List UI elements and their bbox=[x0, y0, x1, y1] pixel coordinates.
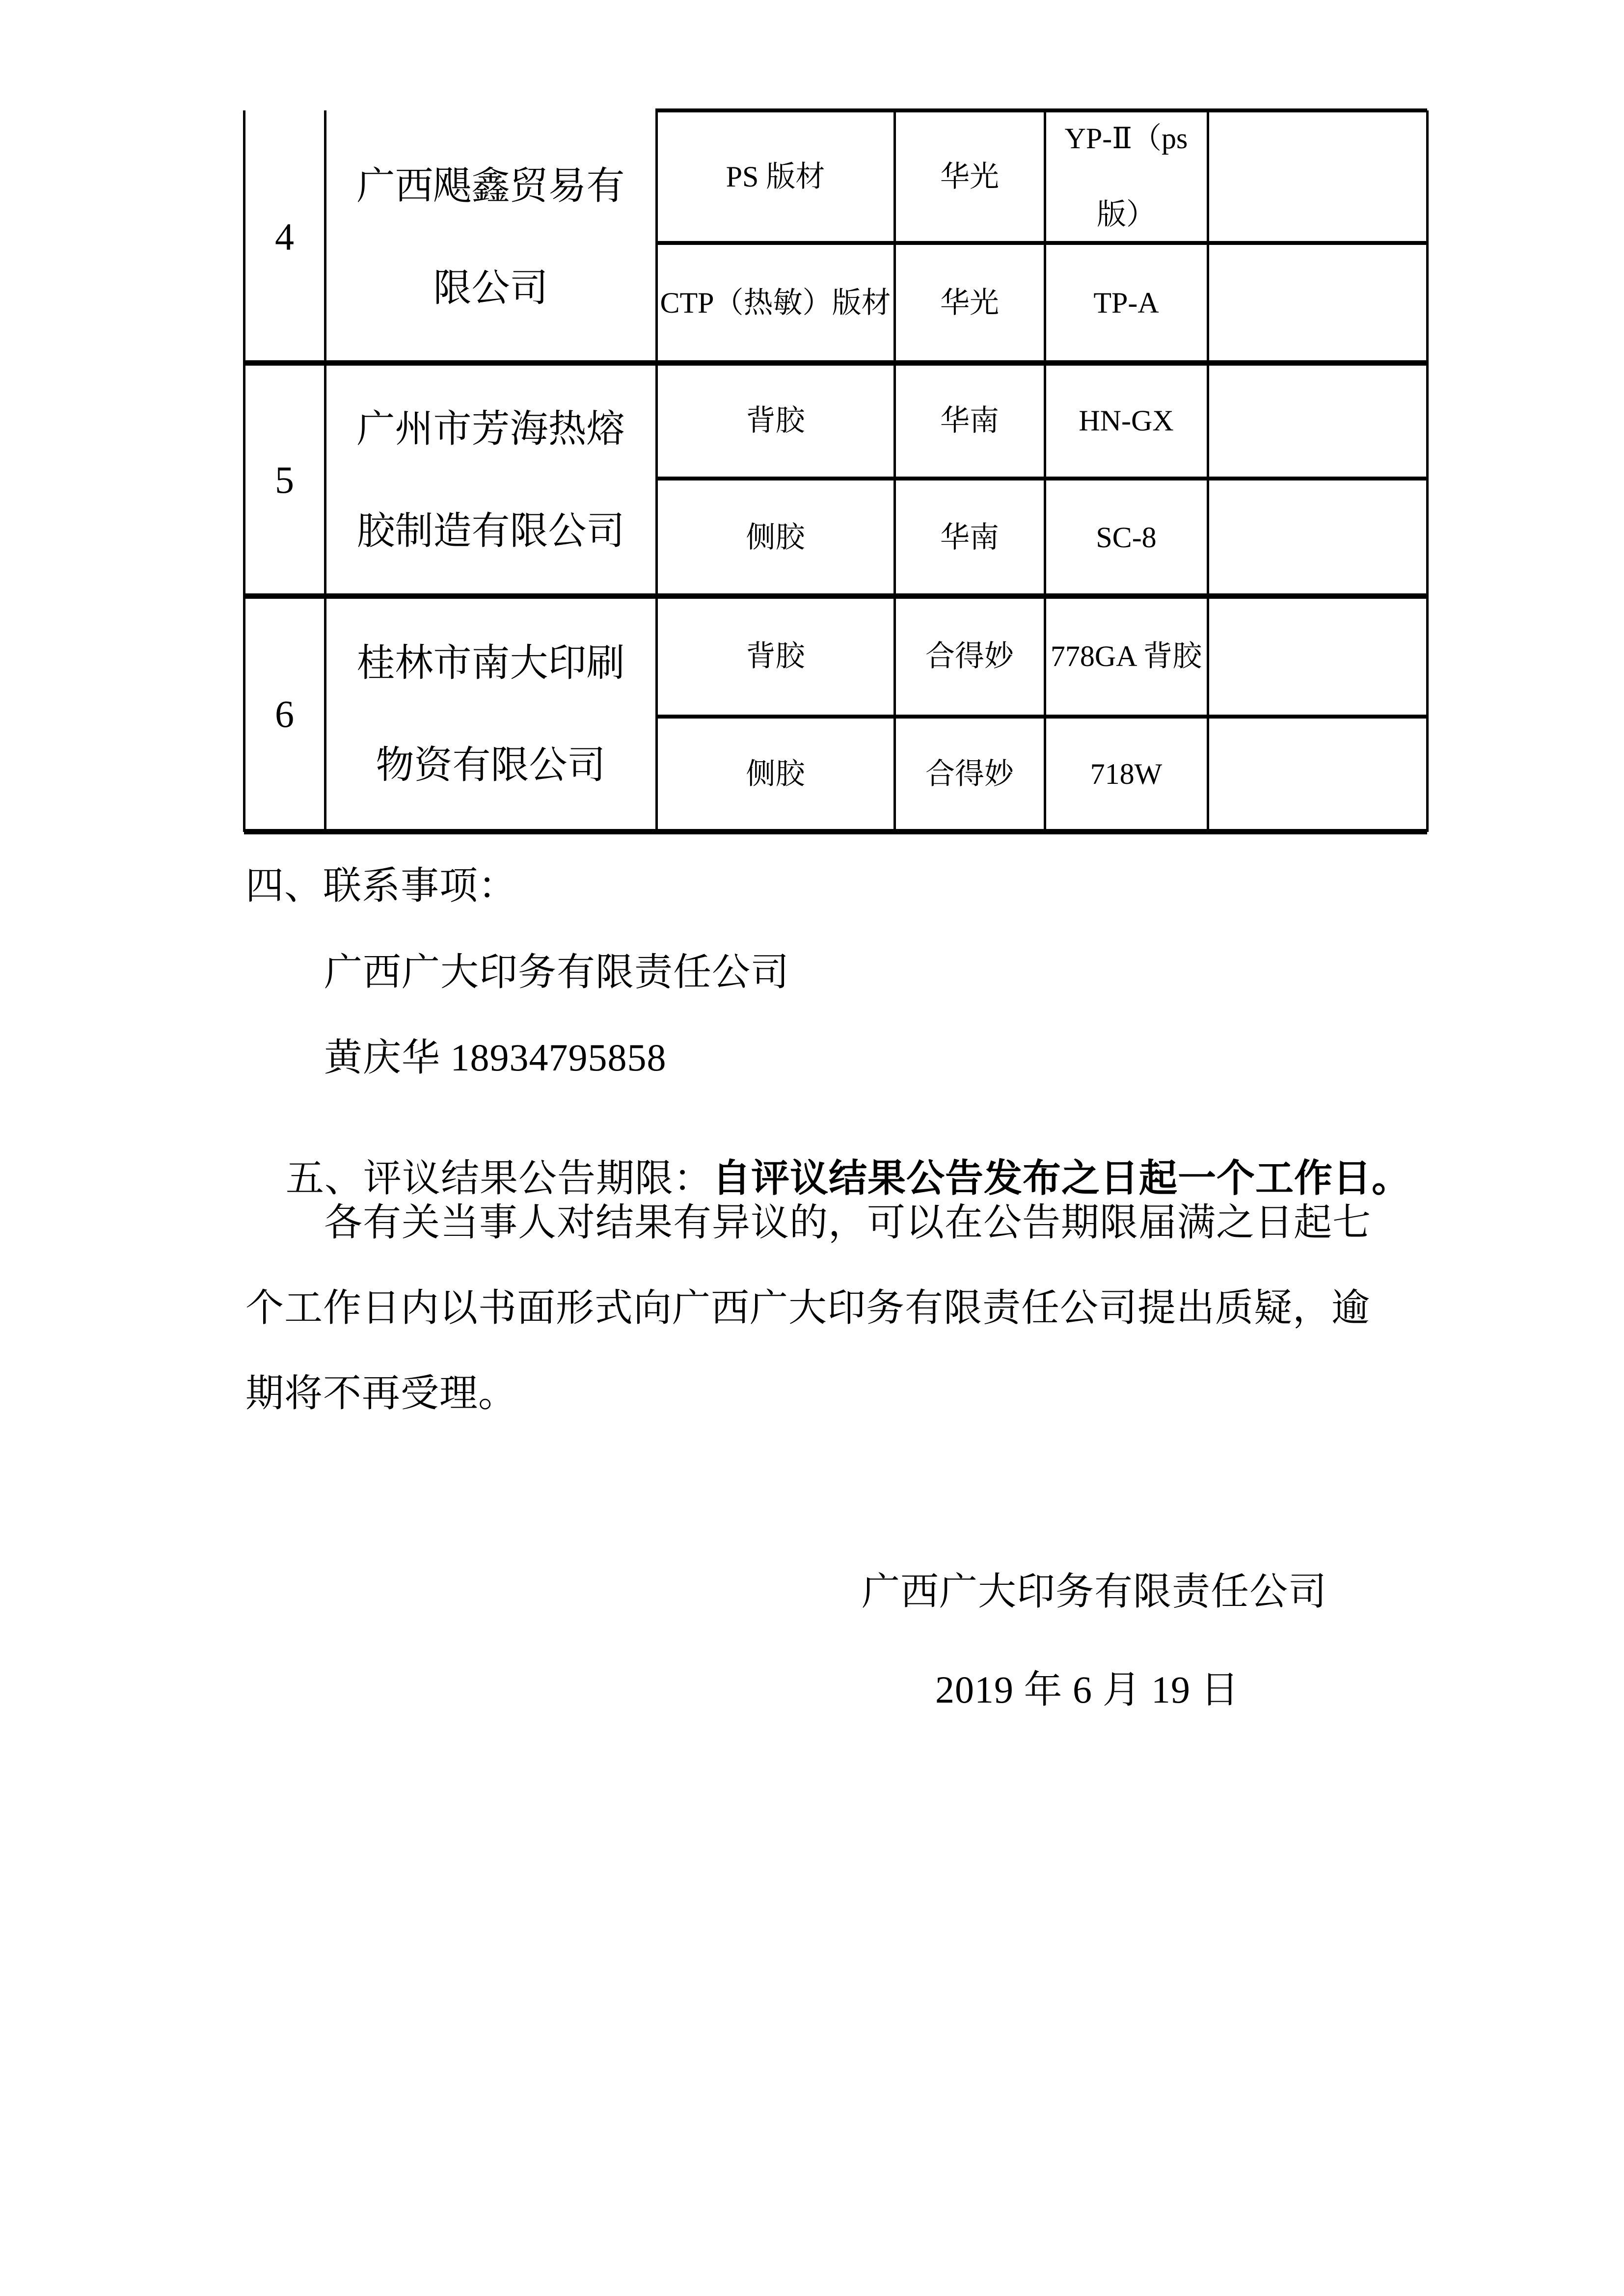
contact-company-line: 广西广大印务有限责任公司 bbox=[324, 951, 790, 993]
model-line: 718W bbox=[1090, 758, 1163, 790]
model-line: YP-Ⅱ（ps bbox=[1064, 122, 1188, 155]
product-cell: CTP（热敏）版材 bbox=[660, 287, 891, 319]
model-line: 版） bbox=[1097, 198, 1156, 231]
brand-cell: 合得妙 bbox=[925, 640, 1014, 672]
product-cell: PS 版材 bbox=[726, 160, 825, 193]
note-cell bbox=[1208, 363, 1427, 479]
product-cell: 背胶 bbox=[746, 640, 805, 672]
company-line: 物资有限公司 bbox=[376, 744, 606, 786]
model-cell bbox=[1045, 479, 1208, 596]
company-cell bbox=[325, 110, 656, 363]
model-line: 778GA 背胶 bbox=[1050, 640, 1202, 672]
suppliers-table bbox=[244, 110, 1427, 832]
product-cell: 侧胶 bbox=[746, 521, 805, 554]
company-cell bbox=[325, 363, 656, 596]
model-line: HN-GX bbox=[1079, 404, 1174, 437]
company-line: 胶制造有限公司 bbox=[356, 509, 625, 552]
product-cell: 侧胶 bbox=[746, 758, 805, 790]
model-line: TP-A bbox=[1093, 287, 1159, 319]
note-cell bbox=[1208, 479, 1427, 596]
row-number-cell: 4 bbox=[275, 215, 294, 258]
product-cell: 背胶 bbox=[746, 404, 805, 437]
section-4-heading: 四、联系事项： bbox=[245, 864, 517, 907]
note-cell bbox=[1208, 110, 1427, 243]
model-line: SC-8 bbox=[1096, 521, 1157, 554]
row-number-cell: 5 bbox=[275, 458, 294, 501]
brand-cell: 合得妙 bbox=[925, 758, 1014, 790]
company-cell bbox=[325, 596, 656, 832]
company-line: 限公司 bbox=[433, 266, 548, 309]
model-cell bbox=[1045, 243, 1208, 363]
model-cell bbox=[1045, 596, 1208, 717]
section-5-heading: 五、评议结果公告期限： bbox=[286, 1156, 713, 1200]
paragraph-line: 期将不再受理。 bbox=[245, 1372, 517, 1415]
model-cell bbox=[1045, 363, 1208, 479]
row-number-cell: 6 bbox=[275, 693, 294, 736]
note-cell bbox=[1208, 596, 1427, 717]
signature-company: 广西广大印务有限责任公司 bbox=[862, 1570, 1327, 1613]
brand-cell: 华南 bbox=[940, 404, 999, 437]
contact-person-line: 黄庆华 18934795858 bbox=[324, 1036, 667, 1079]
model-cell bbox=[1045, 717, 1208, 832]
model-cell bbox=[1045, 110, 1208, 243]
brand-cell: 华南 bbox=[940, 521, 999, 554]
brand-cell: 华光 bbox=[940, 287, 999, 319]
company-line: 桂林市南大印刷 bbox=[356, 641, 625, 685]
brand-cell: 华光 bbox=[940, 160, 999, 193]
note-cell bbox=[1208, 243, 1427, 363]
section-5-notice: 自评议结果公告发布之日起一个工作日。 bbox=[712, 1156, 1411, 1200]
signature-date: 2019 年 6 月 19 日 bbox=[935, 1668, 1240, 1711]
company-line: 广州市芳海热熔 bbox=[356, 407, 625, 450]
paragraph-line: 个工作日内以书面形式向广西广大印务有限责任公司提出质疑，逾 bbox=[245, 1286, 1371, 1329]
paragraph-line: 各有关当事人对结果有异议的，可以在公告期限届满之日起七 bbox=[324, 1201, 1372, 1244]
company-line: 广西飓鑫贸易有 bbox=[356, 164, 625, 207]
note-cell bbox=[1208, 717, 1427, 832]
